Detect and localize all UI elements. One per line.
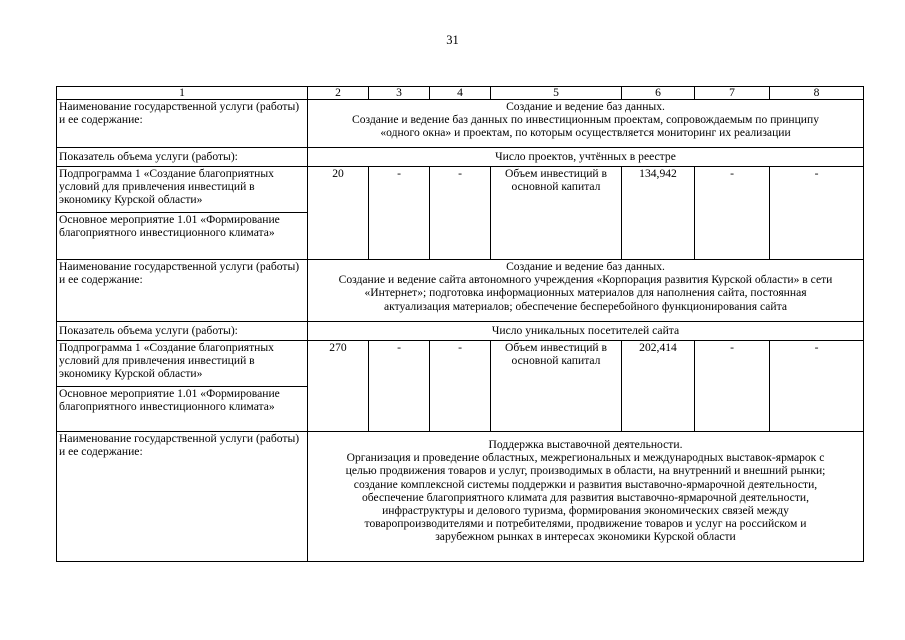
col2-value: 20: [308, 167, 369, 260]
service-line: «одного окна» и проектам, по которым осуществляется мониторинг их реализации: [380, 126, 791, 140]
services-table: [56, 86, 864, 562]
col5-value: Объем инвестиций в основной капитал: [491, 167, 622, 260]
service-name-row: [57, 100, 864, 148]
service-line: товаропроизводителями и потребителями, продвижение товаров и услуг на российском и: [364, 517, 807, 531]
service-description: [308, 260, 864, 322]
indicator-value: Число проектов, учтённых в реестре: [308, 148, 864, 167]
service-line: инфраструктуры и делового туризма, формирования экономических связей между: [382, 504, 789, 518]
service-line: Поддержка выставочной деятельности.: [488, 438, 683, 451]
indicator-label: Показатель объема услуги (работы):: [57, 148, 308, 167]
col6-value: 202,414: [622, 341, 695, 432]
indicator-value: Число уникальных посетителей сайта: [308, 322, 864, 341]
column-header: 3: [369, 87, 430, 100]
service-line: обеспечение благоприятного климата для развития выставочно-ярмарочной деятельности,: [362, 490, 809, 504]
column-header: 4: [430, 87, 491, 100]
program-row: [57, 341, 864, 387]
col7-value: -: [695, 167, 770, 260]
col3-value: -: [369, 341, 430, 432]
service-name-label: Наименование государственной услуги (работы) и ее содержание:: [57, 100, 308, 148]
column-header-row: [57, 87, 864, 100]
column-header: 7: [695, 87, 770, 100]
service-line: Организация и проведение областных, межрегиональных и международных выставок-ярмарок с: [346, 451, 825, 465]
subprogram-cell: Подпрограмма 1 «Создание благоприятных условий для привлечения инвестиций в экономику Курской области»: [57, 341, 308, 387]
service-line: целью продвижения товаров и услуг, производимых в области, на внутренний и внешний рынки;: [345, 464, 826, 478]
col5-value: Объем инвестиций в основной капитал: [491, 341, 622, 432]
col7-value: -: [695, 341, 770, 432]
service-name-row: [57, 432, 864, 562]
column-header: 8: [770, 87, 864, 100]
indicator-row: [57, 148, 864, 167]
col4-value: -: [430, 167, 491, 260]
measure-cell: Основное мероприятие 1.01 «Формирование благоприятного инвестиционного климата»: [57, 387, 308, 432]
subprogram-cell: Подпрограмма 1 «Создание благоприятных условий для привлечения инвестиций в экономику Курской области»: [57, 167, 308, 213]
column-header: 2: [308, 87, 369, 100]
service-description: [308, 100, 864, 148]
service-line: Создание и ведение баз данных по инвестиционным проектам, сопровождаемым по принципу: [351, 113, 820, 127]
service-name-label: Наименование государственной услуги (работы) и ее содержание:: [57, 432, 308, 562]
col2-value: 270: [308, 341, 369, 432]
page-number: 31: [446, 33, 459, 47]
col8-value: -: [770, 341, 864, 432]
measure-cell: Основное мероприятие 1.01 «Формирование благоприятного инвестиционного климата»: [57, 213, 308, 260]
service-description: [308, 432, 864, 562]
service-line: Создание и ведение баз данных.: [506, 260, 665, 273]
service-name-label: Наименование государственной услуги (работы) и ее содержание:: [57, 260, 308, 322]
col8-value: -: [770, 167, 864, 260]
service-line: зарубежном рынках в интересах экономики Курской области: [435, 530, 736, 544]
service-line: «Интернет»; подготовка информационных материалов для наполнения сайта, постоянная: [364, 286, 807, 300]
column-header: 1: [57, 87, 308, 100]
service-line: создание комплексной системы поддержки и развития выставочно-ярмарочной деятельности,: [353, 477, 818, 491]
col6-value: 134,942: [622, 167, 695, 260]
service-name-row: [57, 260, 864, 322]
service-line: Создание и ведение баз данных.: [506, 100, 665, 113]
indicator-label: Показатель объема услуги (работы):: [57, 322, 308, 341]
column-header: 6: [622, 87, 695, 100]
col3-value: -: [369, 167, 430, 260]
service-line: актуализация материалов; обеспечение бесперебойного функционирования сайта: [384, 299, 787, 313]
column-header: 5: [491, 87, 622, 100]
indicator-row: [57, 322, 864, 341]
service-line: Создание и ведение сайта автономного учреждения «Корпорация развития Курской области» в сети: [338, 273, 833, 287]
program-row: [57, 167, 864, 213]
col4-value: -: [430, 341, 491, 432]
